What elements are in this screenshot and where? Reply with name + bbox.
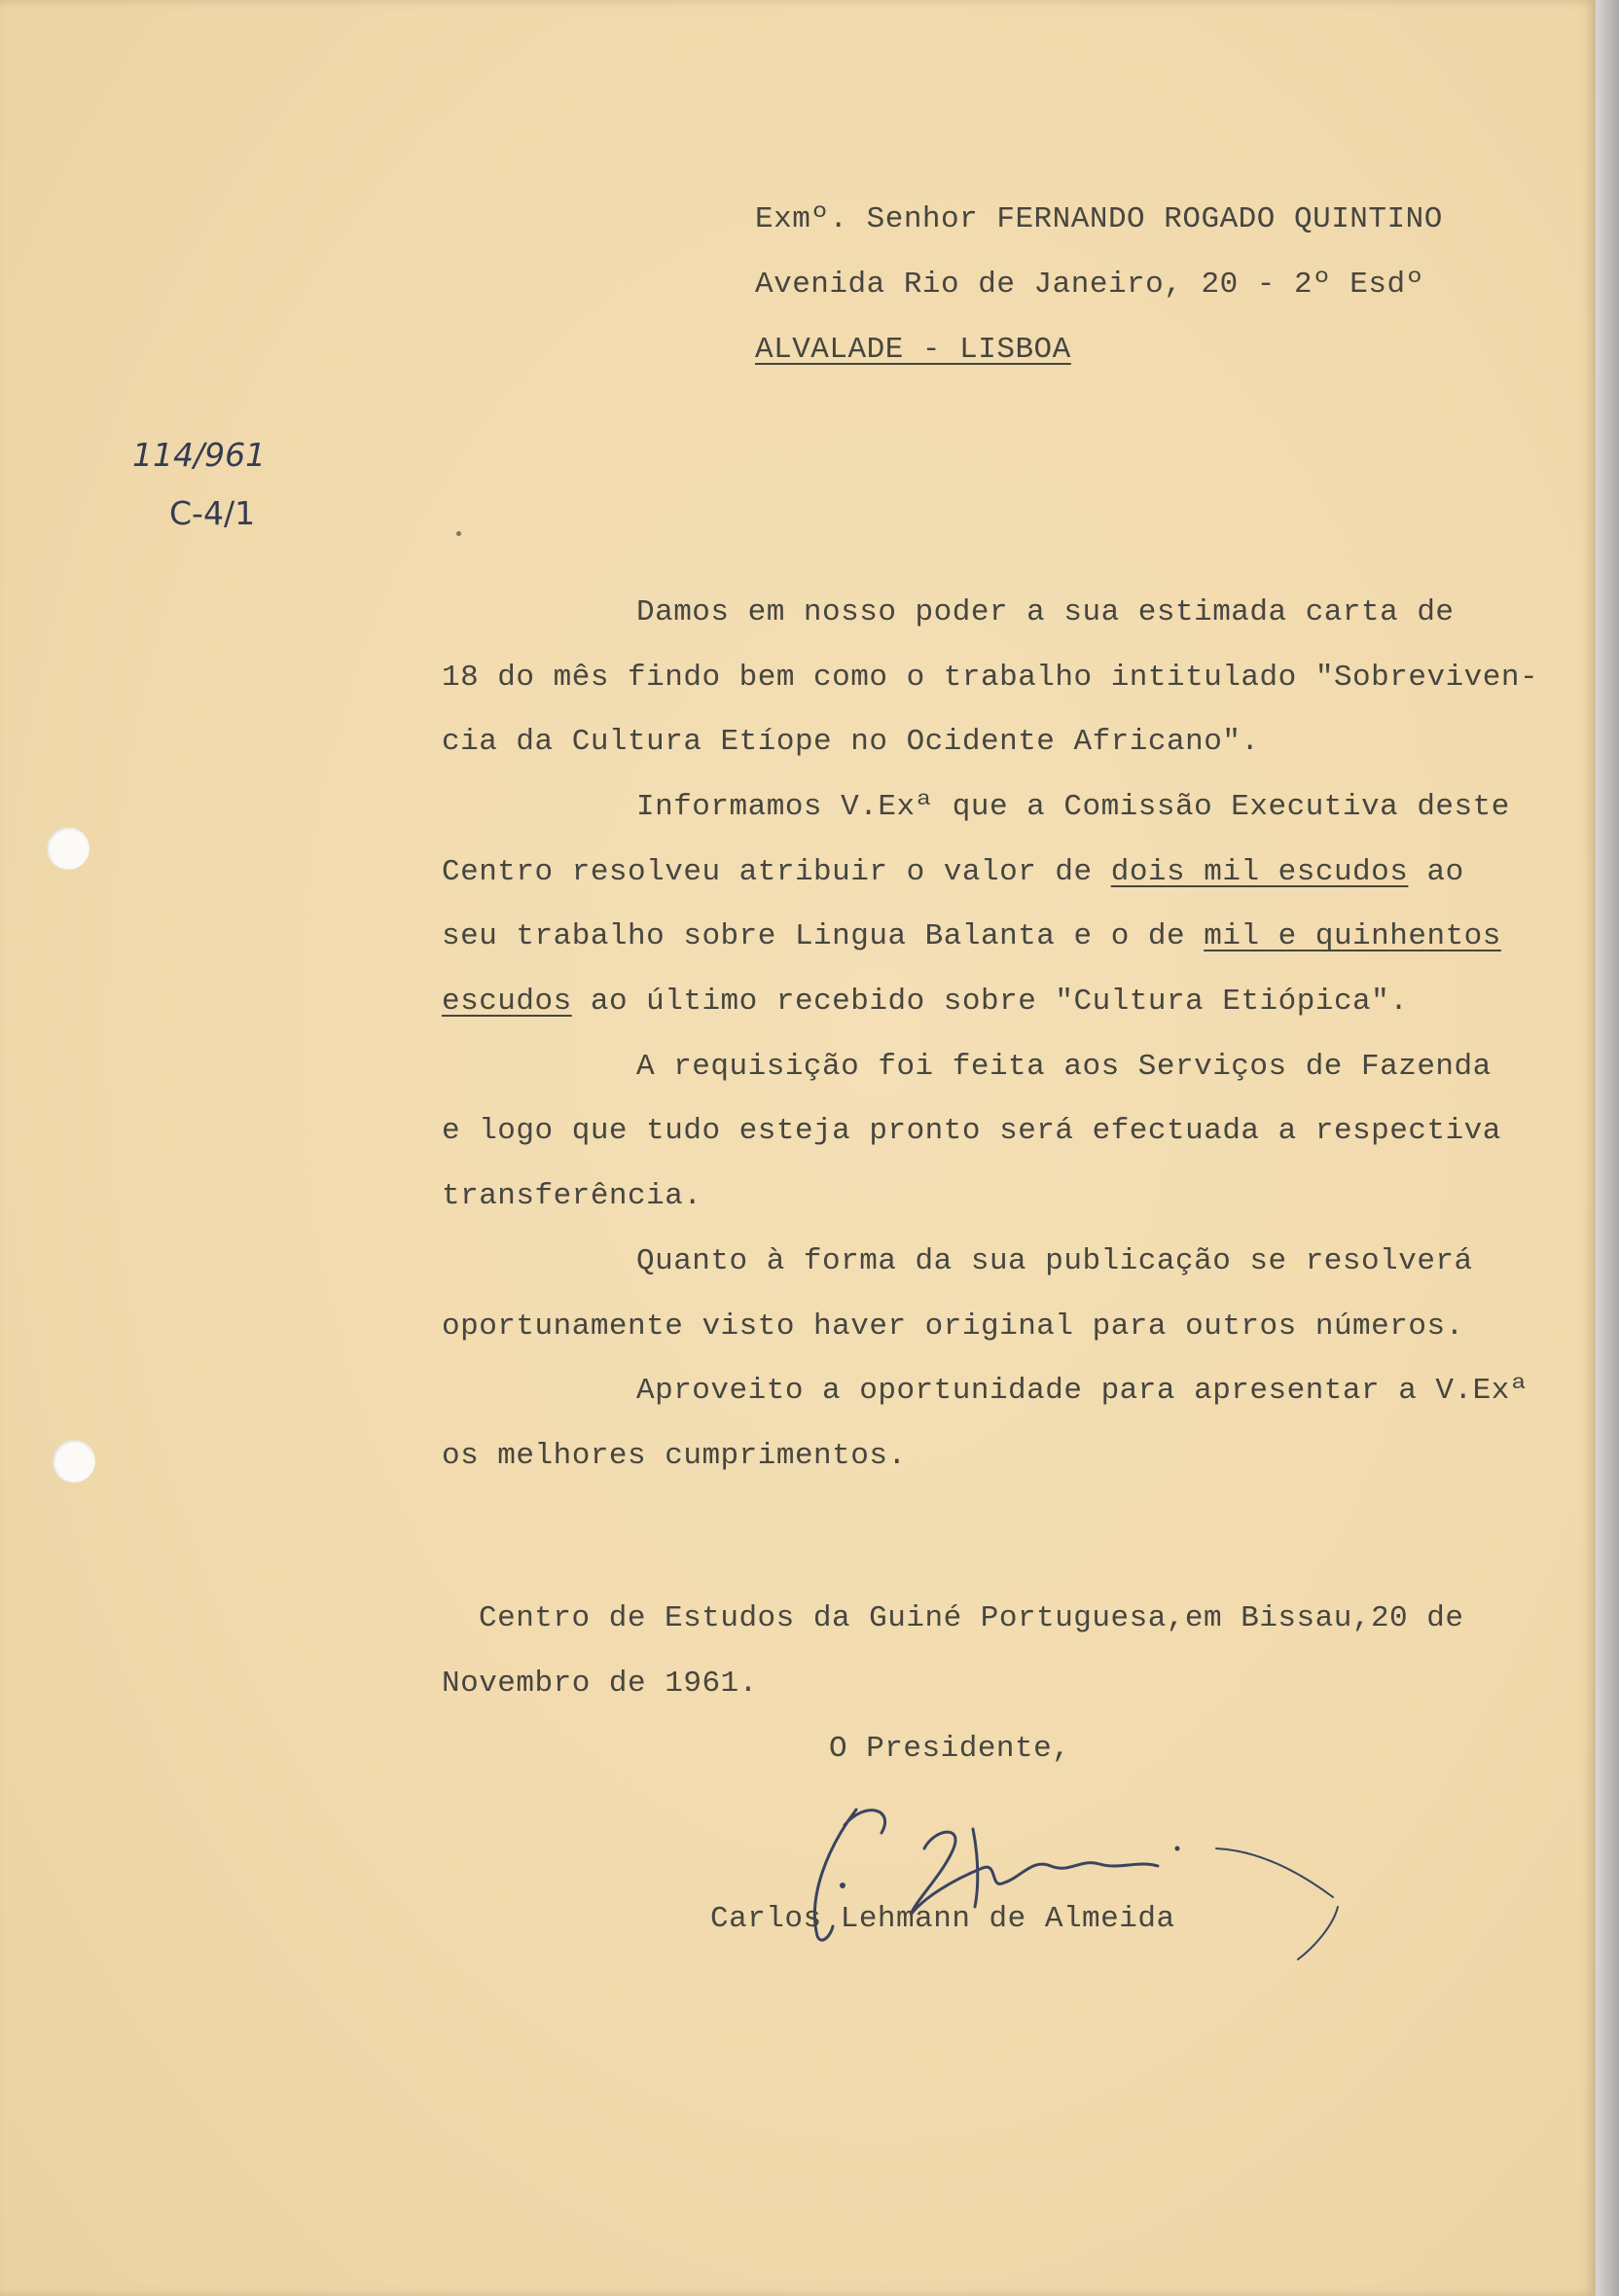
amount-fifteen-hundred: mil e quinhentos: [1204, 919, 1501, 953]
signatory-name: Carlos Lehmann de Almeida: [710, 1902, 1175, 1936]
scan-edge: [1596, 0, 1619, 2296]
signature: [788, 1790, 1352, 1965]
amount-two-thousand: dois mil escudos: [1110, 855, 1409, 889]
place-date: Centro de Estudos da Guiné Portuguesa,em Bissau,20 de: [479, 1601, 1464, 1635]
recipient-city: ALVALADE - LISBOA: [755, 333, 1071, 367]
body-line: cia da Cultura Etíope no Ocidente Africano".: [442, 725, 1260, 759]
body-text: seu trabalho sobre Lingua Balanta e o de: [442, 919, 1205, 953]
body-line: A requisição foi feita aos Serviços de Fazenda: [636, 1050, 1492, 1084]
body-line: Damos em nosso poder a sua estimada carta de: [636, 595, 1455, 629]
recipient-name: Exmº. Senhor FERNANDO ROGADO QUINTINO: [755, 202, 1443, 236]
body-line: [442, 985, 1408, 1019]
amount-fifteen-hundred-cont: escudos: [442, 985, 572, 1019]
body-line: oportunamente visto haver original para outros números.: [442, 1309, 1464, 1344]
place-date: Novembro de 1961.: [442, 1667, 758, 1701]
punch-hole: [47, 827, 90, 870]
recipient-address: Avenida Rio de Janeiro, 20 - 2º Esdº: [755, 268, 1424, 302]
signatory-title: O Presidente,: [829, 1732, 1071, 1766]
reference-number: 114/961: [132, 436, 267, 474]
body-line: Quanto à forma da sua publicação se resolverá: [636, 1244, 1473, 1278]
body-line: [442, 919, 1501, 953]
body-line: Informamos V.Exª que a Comissão Executiva deste: [636, 790, 1510, 824]
punch-hole: [53, 1440, 95, 1483]
reference-code: C-4/1: [169, 494, 256, 532]
body-text: ao último recebido sobre "Cultura Etiópica".: [571, 985, 1409, 1019]
body-line: Aproveito a oportunidade para apresentar a V.Exª: [636, 1374, 1529, 1408]
body-line: os melhores cumprimentos.: [442, 1439, 907, 1473]
body-text: Centro resolveu atribuir o valor de: [442, 855, 1111, 889]
body-line: 18 do mês findo bem como o trabalho intitulado "Sobreviven-: [442, 661, 1539, 695]
paper-speck: [456, 531, 461, 536]
body-line: e logo que tudo esteja pronto será efectuada a respectiva: [442, 1114, 1501, 1148]
body-line: [442, 855, 1464, 889]
body-text: ao: [1408, 855, 1464, 889]
body-line: transferência.: [442, 1179, 702, 1213]
